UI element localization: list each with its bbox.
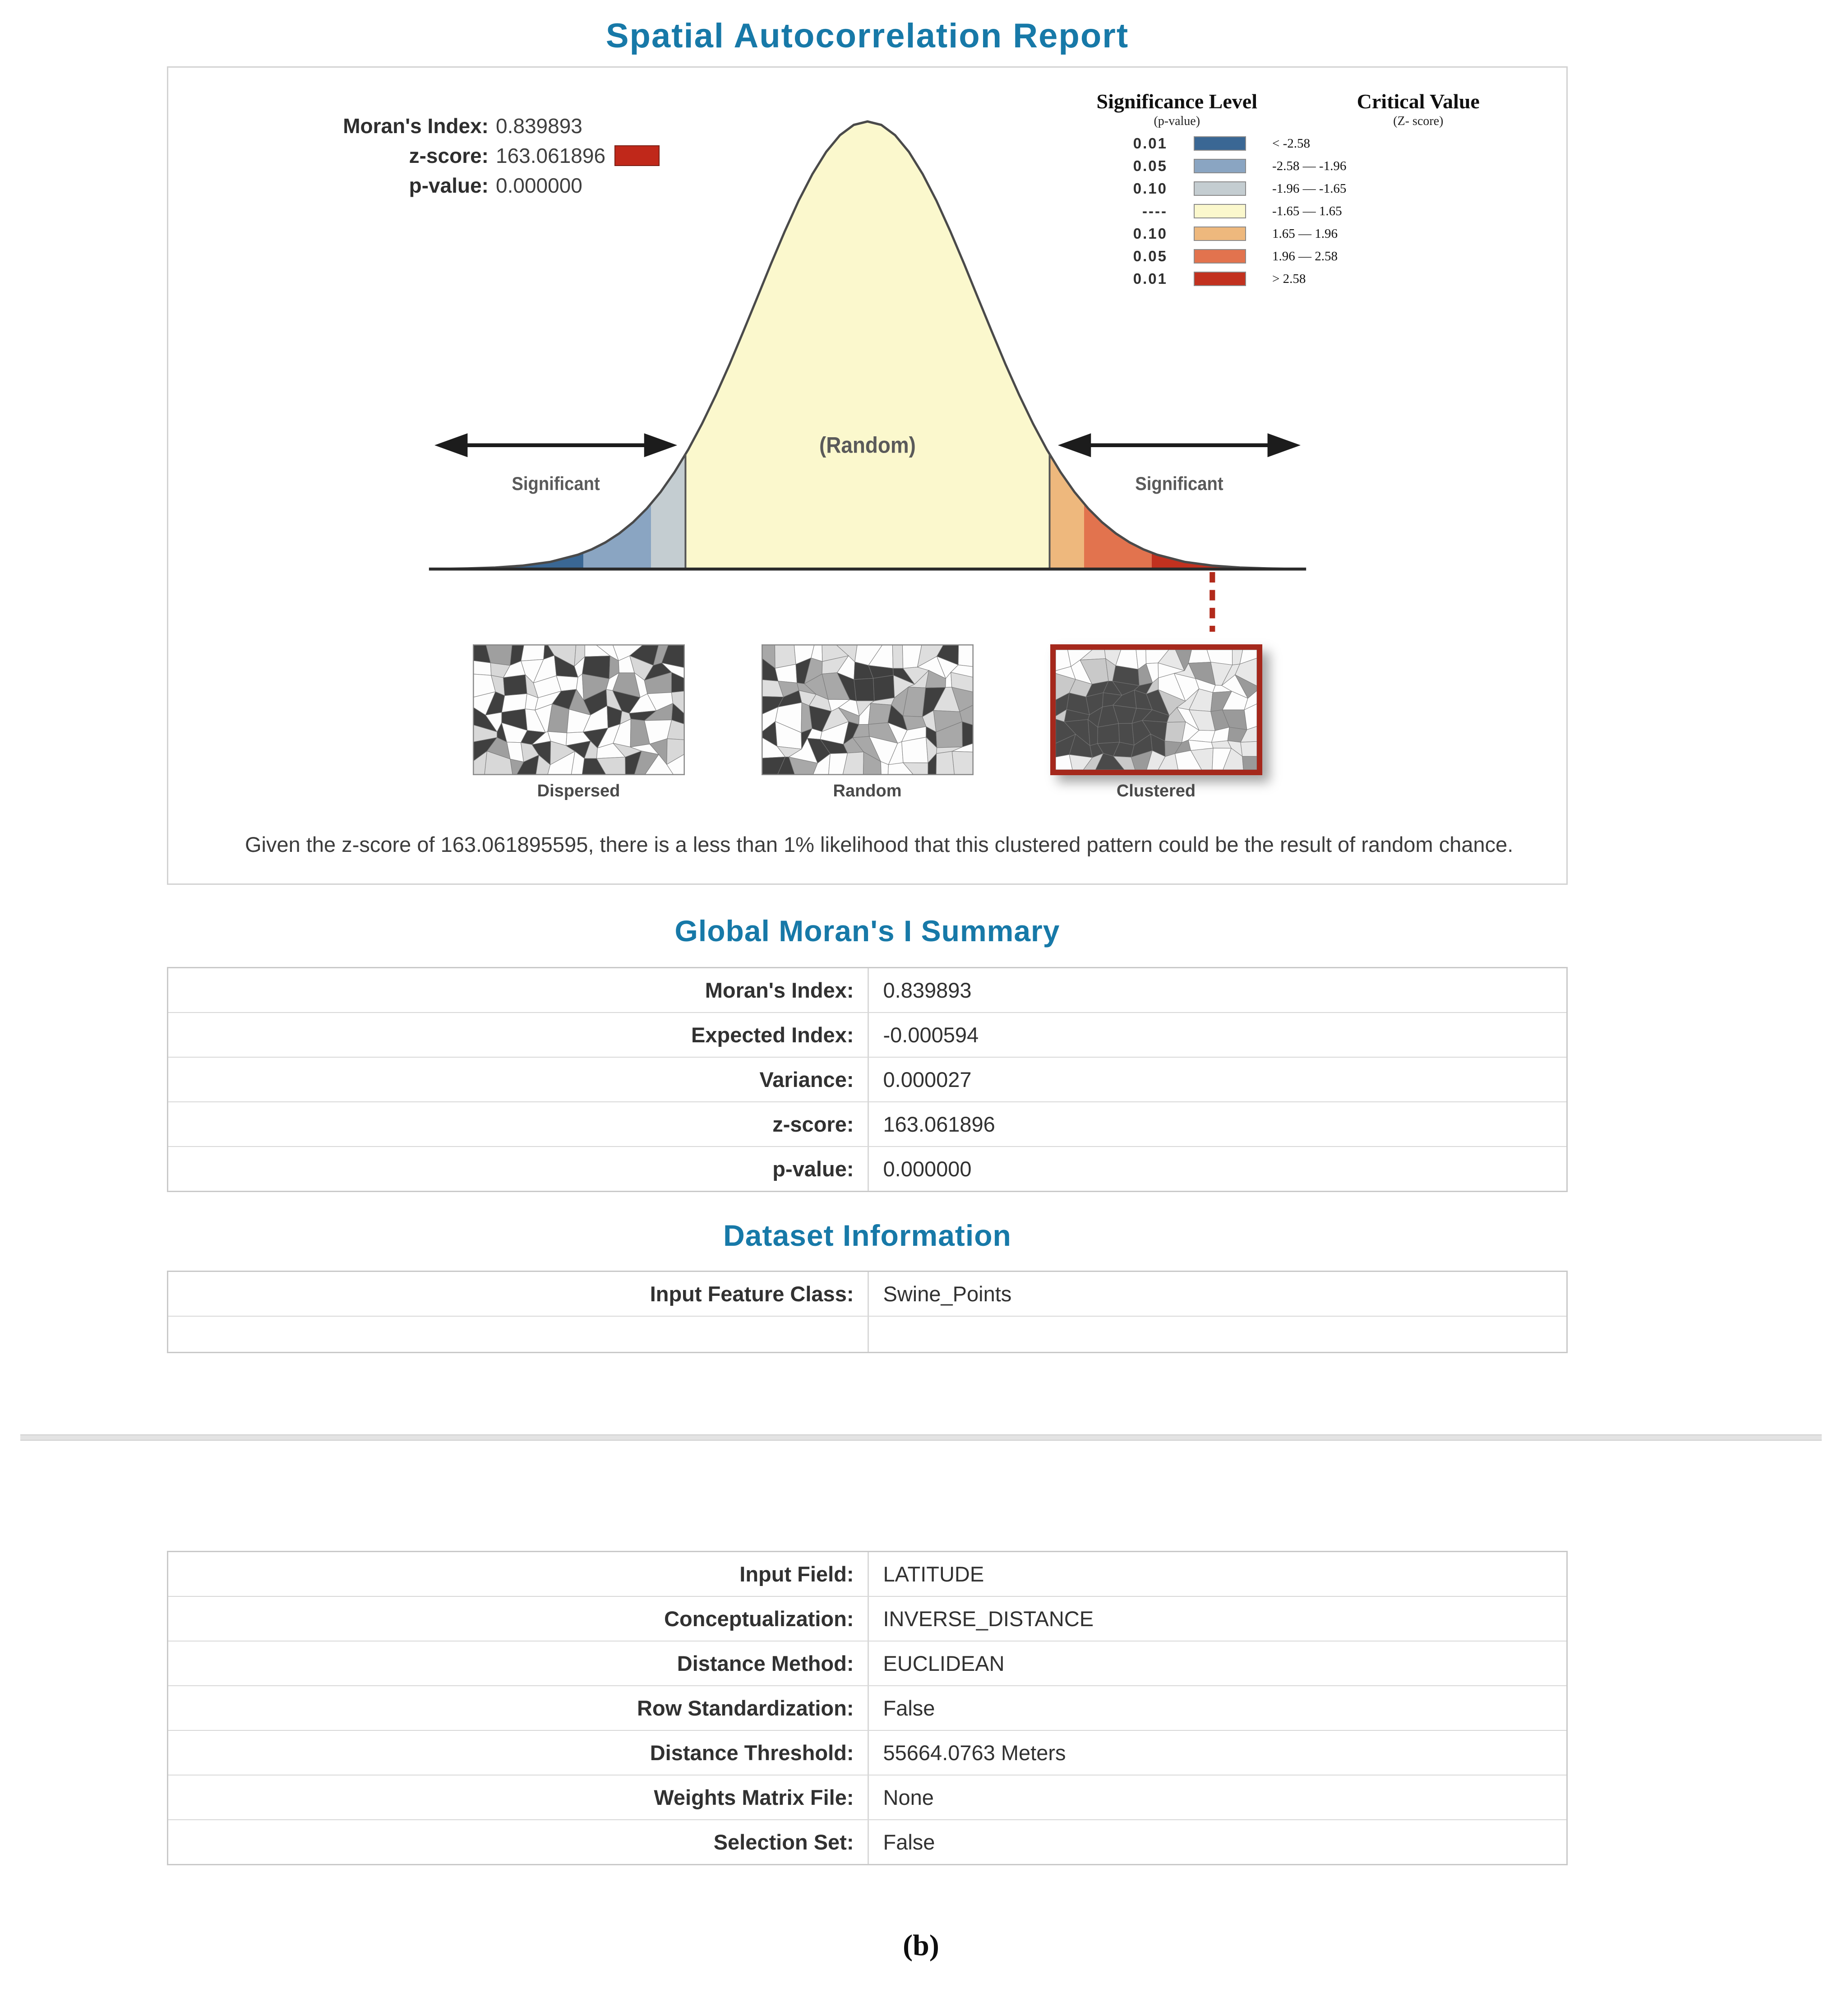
table-row [168,1316,1566,1352]
row-label: Distance Method: [677,1651,854,1675]
stat-zscore [236,141,660,171]
legend-rows [1068,135,1551,287]
legend-critical: 1.65 — 1.96 [1272,226,1338,241]
significance-legend [1068,89,1551,287]
row-label: Expected Index: [691,1022,854,1047]
legend-critical: < -2.58 [1272,136,1311,151]
legend-headers [1068,89,1551,129]
legend-pvalue: 0.10 [1133,180,1168,197]
dataset-info-table-continued [167,1551,1568,1865]
row-value: False [868,1820,1567,1864]
zscore-color-swatch [614,145,660,166]
row-label: z-score: [772,1112,854,1136]
significance-level-subheader: (p-value) [1154,114,1200,128]
row-label: Distance Threshold: [650,1740,854,1765]
legend-swatch [1194,249,1246,264]
legend-pvalue: 0.05 [1133,157,1168,174]
page-break-divider [20,1434,1822,1441]
row-value: None [868,1776,1567,1819]
map-label: Clustered [1116,781,1196,800]
table-row [168,1819,1566,1864]
map-dispersed [473,644,685,801]
stat-morans-index [236,111,660,141]
critical-value-subheader: (Z- score) [1393,114,1444,128]
figure-caption: (b) [903,1928,939,1962]
dispersed-map-image [473,644,685,775]
map-clustered [1050,644,1262,801]
legend-critical: 1.96 — 2.58 [1272,249,1338,264]
moran-summary-heading: Global Moran's I Summary [674,914,1060,948]
map-random [762,644,974,801]
legend-critical: > 2.58 [1272,271,1306,286]
critical-value-header-group [1286,89,1551,129]
dataset-info-heading: Dataset Information [723,1218,1011,1252]
legend-critical: -1.65 — 1.65 [1272,203,1342,218]
legend-critical: -2.58 — -1.96 [1272,158,1347,173]
row-value: 0.839893 [868,968,1567,1012]
row-label: Weights Matrix File: [654,1785,854,1809]
row-value: False [868,1686,1567,1730]
row-value: Swine_Points [868,1272,1567,1316]
significant-label-right: Significant [1135,473,1223,495]
stat-pvalue [236,171,660,200]
row-value: 55664.0763 Meters [868,1731,1567,1775]
row-value: LATITUDE [868,1552,1567,1596]
row-value [868,1317,1567,1352]
clustered-map-image [1050,644,1262,775]
legend-pvalue: 0.01 [1133,270,1168,287]
row-value: -0.000594 [868,1013,1567,1057]
row-label: Row Standardization: [637,1696,854,1720]
row-value: 163.061896 [868,1102,1567,1146]
row-label: Input Field: [739,1562,854,1586]
significant-arrow-left [434,433,677,457]
row-label: Input Feature Class: [650,1281,854,1306]
row-value: 0.000000 [868,1147,1567,1191]
zscore-interpretation-note: Given the z-score of 163.061895595, there is a less than 1% likelihood that this clustered pattern could be the result of random chance. [245,832,1514,856]
stat-label: Moran's Index: [343,114,489,138]
legend-swatch [1194,272,1246,286]
row-label [168,1317,868,1352]
row-label: Moran's Index: [705,978,854,1002]
stats-block [236,111,660,200]
significance-level-header: Significance Level [1096,90,1257,113]
row-label: Selection Set: [713,1830,854,1854]
row-label: p-value: [772,1156,854,1181]
significant-label-left: Significant [511,473,600,495]
table-row [168,1775,1566,1819]
legend-swatch [1194,181,1246,196]
stat-value: 0.000000 [496,174,582,197]
legend-swatch [1194,204,1246,218]
legend-pvalue: 0.01 [1133,135,1168,152]
table-row [168,1685,1566,1730]
moran-summary-table [167,967,1568,1192]
row-label: Conceptualization: [664,1606,854,1631]
stat-value: 0.839893 [496,114,582,138]
map-label: Dispersed [537,781,620,800]
table-row [168,1272,1566,1316]
legend-swatch [1194,227,1246,241]
row-value: 0.000027 [868,1058,1567,1101]
map-label: Random [833,781,902,800]
table-row [168,1730,1566,1775]
table-row [168,1012,1566,1057]
row-value: EUCLIDEAN [868,1641,1567,1685]
stat-label: z-score: [409,144,489,167]
random-label: (Random) [819,433,916,458]
stat-value: 163.061896 [496,144,606,167]
table-row [168,1057,1566,1101]
row-label: Variance: [759,1067,854,1091]
dataset-info-table [167,1271,1568,1353]
table-row [168,1641,1566,1685]
report-title: Spatial Autocorrelation Report [605,17,1129,55]
stat-label: p-value: [409,174,489,197]
significance-level-header-group [1068,89,1286,129]
legend-critical: -1.96 — -1.65 [1272,181,1347,196]
row-value: INVERSE_DISTANCE [868,1597,1567,1641]
legend-pvalue: 0.10 [1133,225,1168,242]
table-row [168,1146,1566,1191]
legend-swatch [1194,136,1246,151]
random-map-image [762,644,974,775]
legend-pvalue: ---- [1142,203,1168,219]
legend-swatch [1194,159,1246,173]
spatial-autocorrelation-panel [167,66,1568,885]
legend-pvalue: 0.05 [1133,248,1168,264]
table-row [168,968,1566,1012]
table-row [168,1596,1566,1641]
significant-arrow-right [1057,433,1300,457]
table-row [168,1552,1566,1596]
pattern-maps-row [168,644,1566,801]
table-row [168,1101,1566,1146]
critical-value-header: Critical Value [1357,90,1480,113]
